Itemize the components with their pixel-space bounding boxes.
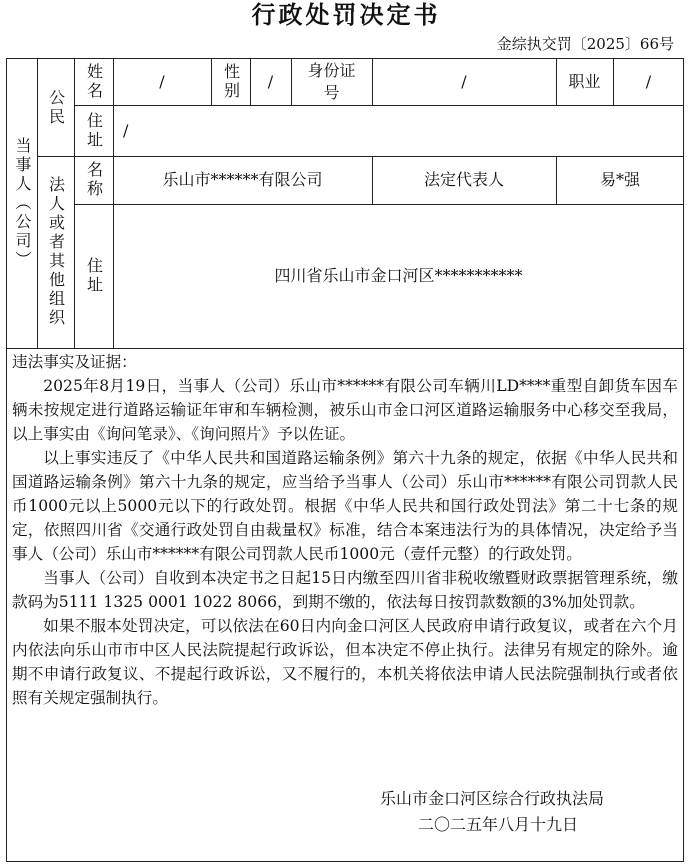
- org-address-label: 住址: [84, 257, 104, 295]
- divider: [7, 348, 684, 349]
- occupation-label: 职业: [568, 72, 601, 91]
- payment-paragraph: 当事人（公司）自收到本决定书之日起15日内缴至四川省非税收缴暨财政票据管理系统，缴款码为5111 1325 0001 1022 8066，到期不缴的，依法每日按罚款数额的3%加处罚款。: [12, 569, 678, 611]
- party-section-label: 当事人（公司）: [13, 137, 32, 270]
- issuing-authority: 乐山市金口河区综合行政执法局: [380, 789, 605, 808]
- document-title: 行政处罚决定书: [251, 0, 441, 29]
- legal-representative-label: 法定代表人: [423, 170, 504, 189]
- gender-label: 性别: [221, 63, 241, 101]
- citizen-label: 公民: [46, 88, 66, 127]
- name-value: /: [159, 72, 165, 91]
- name-label: 姓名: [84, 63, 104, 101]
- document-number: 金综执交罚〔2025〕66号: [496, 35, 674, 53]
- appeal-rights-paragraph: 如果不服本处罚决定，可以依法在60日内向金口河区人民政府申请行政复议，或者在六个月内依法向乐山市市中区人民法院提起行政诉讼，但本决定不停止执行。法律另有规定的除外。逾期不申请行政复议、不提起行政诉讼，又不履行的，本机关将依法申请人民法院强制执行或者依照有关规定强制执行。: [12, 617, 678, 707]
- id-number-value: /: [461, 72, 467, 91]
- address-value: /: [123, 120, 129, 140]
- facts-heading: 违法事实及证据：: [12, 353, 137, 371]
- decision-body: [12, 350, 678, 710]
- facts-paragraph: 2025年8月19日，当事人（公司）乐山市******有限公司车辆川LD****重型自卸货车因车辆未按规定进行道路运输证年审和车辆检测，被乐山市金口河区道路运输服务中心移交至我局，以上事实由《询问笔录》、《询问照片》予以佐证。: [12, 377, 678, 443]
- issue-date: 二〇二五年八月十九日: [418, 815, 579, 834]
- organization-label: 法人或者其他组织: [46, 176, 66, 328]
- org-name-label: 名称: [84, 161, 104, 199]
- occupation-value: /: [645, 72, 652, 91]
- org-name-value: 乐山市******有限公司: [162, 170, 323, 189]
- gender-value: /: [267, 72, 274, 91]
- legal-representative-value: 易*强: [599, 170, 640, 189]
- org-address-value: 四川省乐山市金口河区***********: [274, 266, 523, 285]
- address-label: 住址: [84, 111, 104, 150]
- legal-basis-paragraph: 以上事实违反了《中华人民共和国道路运输条例》第六十九条的规定，依据《中华人民共和国道路运输条例》第六十九条的规定，应当给予当事人（公司）乐山市******有限公司罚款人民币1000元以上5000元以下的行政处罚。根据《中华人民共和国行政处罚法》第二十七条的规定，依照四川省《交通行政处罚自由裁量权》标准，结合本案违法行为的具体情况，决定给予当事人（公司）乐山市******有限公司罚款人民币1000元（壹仟元整）的行政处罚。: [12, 449, 678, 563]
- id-number-label: 身份证号: [307, 61, 356, 102]
